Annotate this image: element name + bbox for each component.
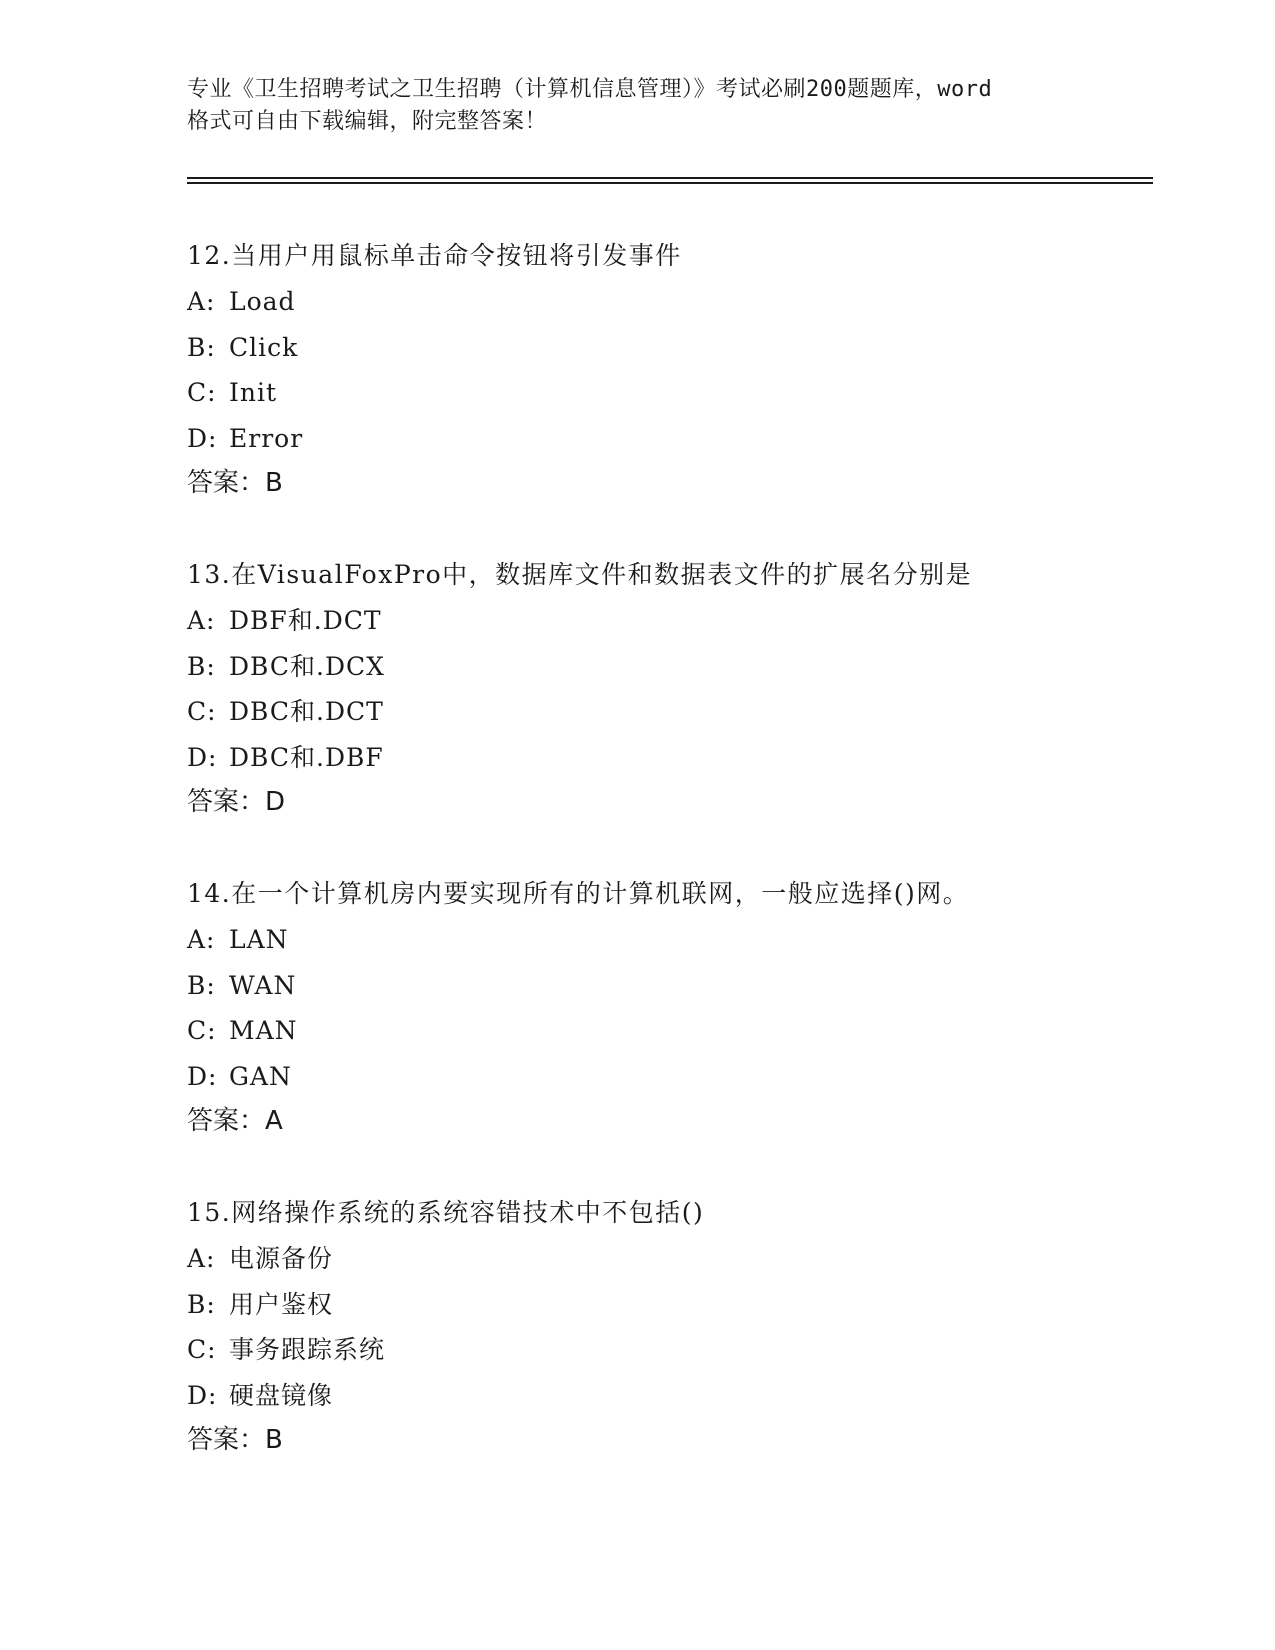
header-line-1: 专业《卫生招聘考试之卫生招聘（计算机信息管理）》考试必刷200题题库，word xyxy=(187,77,993,102)
option-key: A: xyxy=(187,606,216,635)
question-12 xyxy=(187,233,1147,505)
option-key: C: xyxy=(187,697,217,726)
option-text: 事务跟踪系统 xyxy=(229,1335,386,1364)
answer-line: 答案：B xyxy=(187,468,283,498)
option-a xyxy=(187,279,1147,325)
question-15 xyxy=(187,1190,1147,1462)
option-b xyxy=(187,963,1147,1009)
question-stem: 13.在VisualFoxPro中，数据库文件和数据表文件的扩展名分别是 xyxy=(187,560,973,589)
option-c xyxy=(187,1327,1147,1373)
document-header xyxy=(187,74,1087,138)
question-stem: 14.在一个计算机房内要实现所有的计算机联网，一般应选择()网。 xyxy=(187,879,970,908)
answer-line: 答案：D xyxy=(187,787,286,817)
option-text: DBC和.DCT xyxy=(229,697,384,726)
answer-line: 答案：A xyxy=(187,1106,283,1136)
option-text: 用户鉴权 xyxy=(229,1289,334,1319)
option-key: B: xyxy=(187,332,216,362)
option-text: 电源备份 xyxy=(229,1244,334,1273)
option-key: C: xyxy=(187,1016,217,1045)
header-line-2: 格式可自由下载编辑，附完整答案！ xyxy=(187,109,548,134)
option-text: Init xyxy=(229,378,278,407)
option-key: D: xyxy=(187,423,218,453)
option-text: LAN xyxy=(229,925,289,954)
option-d xyxy=(187,1373,1147,1419)
option-text: DBC和.DCX xyxy=(229,651,385,681)
option-text: MAN xyxy=(229,1016,298,1045)
option-text: GAN xyxy=(229,1061,292,1091)
header-divider-top xyxy=(187,177,1153,179)
option-key: C: xyxy=(187,378,217,407)
option-c xyxy=(187,370,1147,416)
option-text: DBF和.DCT xyxy=(229,606,382,635)
question-stem: 12.当用户用鼠标单击命令按钮将引发事件 xyxy=(187,241,682,270)
option-d xyxy=(187,1054,1147,1100)
option-key: A: xyxy=(187,925,216,954)
option-text: Click xyxy=(229,332,299,362)
answer-line: 答案：B xyxy=(187,1425,283,1455)
option-c xyxy=(187,689,1147,735)
option-text: Load xyxy=(229,287,296,316)
option-key: B: xyxy=(187,651,216,681)
option-text: DBC和.DBF xyxy=(229,742,384,772)
option-b xyxy=(187,325,1147,371)
option-text: WAN xyxy=(229,970,297,1000)
option-c xyxy=(187,1008,1147,1054)
option-text: 硬盘镜像 xyxy=(229,1380,334,1410)
option-key: D: xyxy=(187,1061,218,1091)
option-a xyxy=(187,1236,1147,1282)
option-key: C: xyxy=(187,1335,217,1364)
option-b xyxy=(187,644,1147,690)
option-key: A: xyxy=(187,1244,216,1273)
option-key: A: xyxy=(187,287,216,316)
option-key: B: xyxy=(187,970,216,1000)
option-key: B: xyxy=(187,1289,216,1319)
option-d xyxy=(187,735,1147,781)
option-b xyxy=(187,1282,1147,1328)
option-key: D: xyxy=(187,1380,218,1410)
option-text: Error xyxy=(229,423,304,453)
option-key: D: xyxy=(187,742,218,772)
option-a xyxy=(187,917,1147,963)
option-a xyxy=(187,598,1147,644)
question-stem: 15.网络操作系统的系统容错技术中不包括() xyxy=(187,1198,705,1227)
header-divider-bottom xyxy=(187,182,1153,184)
question-13 xyxy=(187,552,1147,824)
option-d xyxy=(187,416,1147,462)
question-14 xyxy=(187,871,1147,1143)
